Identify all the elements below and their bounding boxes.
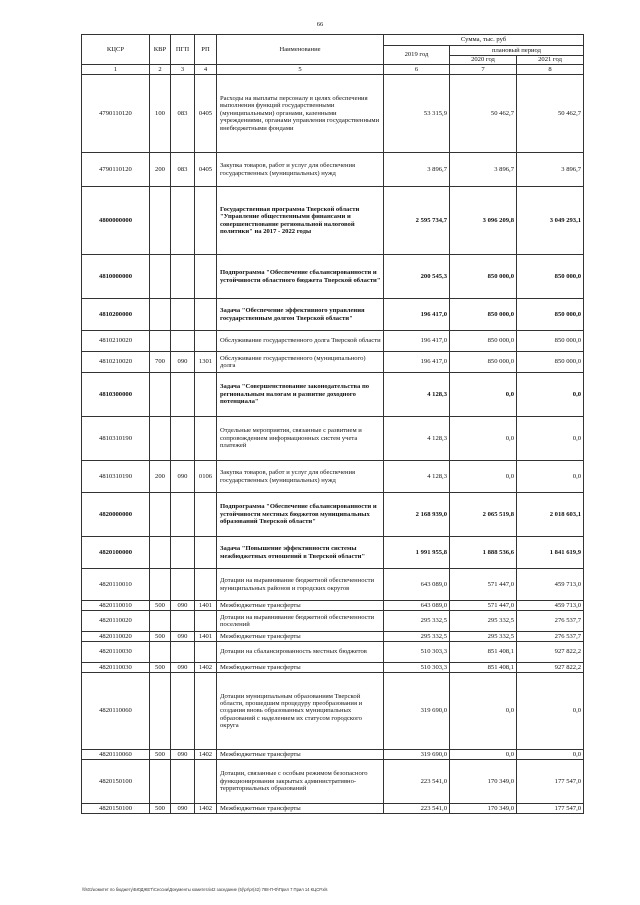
kcsr-cell: 4820110020 xyxy=(82,611,150,632)
name-cell: Межбюджетные трансферты xyxy=(217,750,384,760)
kvr-cell xyxy=(150,187,171,255)
value-2021-cell: 1 841 619,9 xyxy=(517,537,584,569)
kvr-cell xyxy=(150,760,171,804)
kvr-cell: 500 xyxy=(150,601,171,611)
table-row xyxy=(82,352,584,373)
value-2021-cell: 850 000,0 xyxy=(517,299,584,331)
header-kvr: КВР xyxy=(150,35,171,65)
value-2019-cell: 319 690,0 xyxy=(384,673,450,750)
kcsr-cell: 4810000000 xyxy=(82,255,150,299)
kcsr-cell: 4810310190 xyxy=(82,417,150,461)
value-2019-cell: 200 545,3 xyxy=(384,255,450,299)
value-2021-cell: 2 018 603,1 xyxy=(517,493,584,537)
kcsr-cell: 4810200000 xyxy=(82,299,150,331)
value-2021-cell: 3 896,7 xyxy=(517,153,584,187)
rp-cell: 1401 xyxy=(195,601,217,611)
value-2021-cell: 177 547,0 xyxy=(517,804,584,814)
pgp-cell xyxy=(171,299,195,331)
pgp-cell: 090 xyxy=(171,352,195,373)
value-2021-cell: 459 713,0 xyxy=(517,569,584,601)
value-2021-cell: 0,0 xyxy=(517,673,584,750)
value-2021-cell: 276 537,7 xyxy=(517,632,584,642)
value-2019-cell: 4 128,3 xyxy=(384,417,450,461)
rp-cell xyxy=(195,760,217,804)
kvr-cell xyxy=(150,642,171,663)
value-2020-cell: 851 408,1 xyxy=(450,642,517,663)
name-cell: Расходы на выплаты персоналу в целях обеспечения выполнения функций государственными (муниципальными) органами, казенными учреждениями, органами управления государственными внебюджетными фондами xyxy=(217,75,384,153)
table-row xyxy=(82,299,584,331)
column-index: 4 xyxy=(195,65,217,75)
rp-cell: 0106 xyxy=(195,461,217,493)
value-2021-cell: 850 000,0 xyxy=(517,352,584,373)
kvr-cell: 200 xyxy=(150,461,171,493)
value-2020-cell: 3 096 209,8 xyxy=(450,187,517,255)
table-row xyxy=(82,493,584,537)
value-2020-cell: 295 332,5 xyxy=(450,632,517,642)
table-row xyxy=(82,153,584,187)
kcsr-cell: 4800000000 xyxy=(82,187,150,255)
value-2019-cell: 4 128,3 xyxy=(384,373,450,417)
name-cell: Обслуживание государственного долга Тверской области xyxy=(217,331,384,352)
value-2019-cell: 2 595 734,7 xyxy=(384,187,450,255)
value-2020-cell: 571 447,0 xyxy=(450,569,517,601)
table-row xyxy=(82,461,584,493)
pgp-cell: 083 xyxy=(171,75,195,153)
value-2020-cell: 170 349,0 xyxy=(450,804,517,814)
kvr-cell xyxy=(150,611,171,632)
pgp-cell xyxy=(171,673,195,750)
rp-cell xyxy=(195,299,217,331)
kvr-cell: 100 xyxy=(150,75,171,153)
rp-cell xyxy=(195,642,217,663)
name-cell: Межбюджетные трансферты xyxy=(217,804,384,814)
value-2021-cell: 0,0 xyxy=(517,750,584,760)
rp-cell xyxy=(195,569,217,601)
table-row xyxy=(82,417,584,461)
header-plan-period: плановый период xyxy=(450,46,584,56)
value-2019-cell: 196 417,0 xyxy=(384,299,450,331)
table-row xyxy=(82,673,584,750)
table-row xyxy=(82,663,584,673)
name-cell: Закупка товаров, работ и услуг для обеспечения государственных (муниципальных) нужд xyxy=(217,461,384,493)
kvr-cell: 700 xyxy=(150,352,171,373)
table-row xyxy=(82,601,584,611)
value-2020-cell: 850 000,0 xyxy=(450,352,517,373)
header-sum: Сумма, тыс. руб xyxy=(384,35,584,46)
rp-cell: 0405 xyxy=(195,75,217,153)
pgp-cell xyxy=(171,493,195,537)
value-2021-cell: 927 822,2 xyxy=(517,642,584,663)
name-cell: Межбюджетные трансферты xyxy=(217,632,384,642)
value-2020-cell: 295 332,5 xyxy=(450,611,517,632)
value-2020-cell: 0,0 xyxy=(450,373,517,417)
value-2021-cell: 850 000,0 xyxy=(517,255,584,299)
kcsr-cell: 4790110120 xyxy=(82,75,150,153)
table-row xyxy=(82,373,584,417)
rp-cell: 1402 xyxy=(195,750,217,760)
value-2019-cell: 295 332,5 xyxy=(384,632,450,642)
value-2020-cell: 850 000,0 xyxy=(450,255,517,299)
value-2019-cell: 643 089,0 xyxy=(384,601,450,611)
value-2020-cell: 851 408,1 xyxy=(450,663,517,673)
kcsr-cell: 4820150100 xyxy=(82,804,150,814)
value-2021-cell: 0,0 xyxy=(517,461,584,493)
value-2020-cell: 0,0 xyxy=(450,673,517,750)
kvr-cell: 200 xyxy=(150,153,171,187)
kvr-cell xyxy=(150,537,171,569)
kvr-cell xyxy=(150,493,171,537)
value-2021-cell: 0,0 xyxy=(517,373,584,417)
value-2020-cell: 170 349,0 xyxy=(450,760,517,804)
file-path-footer: \\fs01\комитет по бюджету\БЮДЖЕТ\Сессии\Документы комитета\42 заседание (5)\pr\pr(42) 788-П-Ф\Прил 7 Прил 14 КЦСР.xls xyxy=(82,887,328,892)
name-cell: Дотации на выравнивание бюджетной обеспеченности поселений xyxy=(217,611,384,632)
kcsr-cell: 4820150100 xyxy=(82,760,150,804)
value-2019-cell: 196 417,0 xyxy=(384,331,450,352)
header-2019: 2019 год xyxy=(384,46,450,65)
kcsr-cell: 4820100000 xyxy=(82,537,150,569)
kcsr-cell: 4820110020 xyxy=(82,632,150,642)
rp-cell xyxy=(195,255,217,299)
column-index: 3 xyxy=(171,65,195,75)
name-cell: Задача "Обеспечение эффективного управления государственным долгом Тверской области" xyxy=(217,299,384,331)
table-row xyxy=(82,804,584,814)
rp-cell: 1402 xyxy=(195,663,217,673)
rp-cell: 1401 xyxy=(195,632,217,642)
value-2021-cell: 0,0 xyxy=(517,417,584,461)
kvr-cell: 500 xyxy=(150,750,171,760)
pgp-cell xyxy=(171,642,195,663)
kvr-cell xyxy=(150,569,171,601)
kcsr-cell: 4820110010 xyxy=(82,569,150,601)
rp-cell xyxy=(195,331,217,352)
column-index: 6 xyxy=(384,65,450,75)
budget-table xyxy=(81,34,584,814)
value-2021-cell: 50 462,7 xyxy=(517,75,584,153)
value-2019-cell: 223 541,0 xyxy=(384,760,450,804)
value-2021-cell: 850 000,0 xyxy=(517,331,584,352)
name-cell: Дотации муниципальным образованиям Тверской области, прошедшим процедуру преобразования и создания вновь образованных муниципальных образований с наделением их статусом городского округа xyxy=(217,673,384,750)
kcsr-cell: 4810310190 xyxy=(82,461,150,493)
value-2020-cell: 0,0 xyxy=(450,750,517,760)
table-header xyxy=(82,35,584,75)
kcsr-cell: 4820110030 xyxy=(82,642,150,663)
kvr-cell xyxy=(150,331,171,352)
value-2019-cell: 510 303,3 xyxy=(384,663,450,673)
value-2020-cell: 2 065 519,8 xyxy=(450,493,517,537)
pgp-cell xyxy=(171,331,195,352)
table-row xyxy=(82,255,584,299)
table-row xyxy=(82,611,584,632)
table-body xyxy=(82,75,584,814)
pgp-cell xyxy=(171,417,195,461)
value-2019-cell: 196 417,0 xyxy=(384,352,450,373)
name-cell: Обслуживание государственного (муниципального) долга xyxy=(217,352,384,373)
table-row xyxy=(82,569,584,601)
kcsr-cell: 4810210020 xyxy=(82,352,150,373)
name-cell: Подпрограмма "Обеспечение сбалансированности и устойчивости местных бюджетов муниципальных образований Тверской области" xyxy=(217,493,384,537)
value-2019-cell: 1 991 955,8 xyxy=(384,537,450,569)
value-2019-cell: 3 896,7 xyxy=(384,153,450,187)
kcsr-cell: 4790110120 xyxy=(82,153,150,187)
value-2019-cell: 295 332,5 xyxy=(384,611,450,632)
table-row xyxy=(82,632,584,642)
column-index: 5 xyxy=(217,65,384,75)
table-row xyxy=(82,537,584,569)
name-cell: Отдельные мероприятия, связанные с развитием и сопровождением информационных систем учета платежей xyxy=(217,417,384,461)
column-index: 2 xyxy=(150,65,171,75)
column-index-row xyxy=(82,65,584,75)
kcsr-cell: 4810300000 xyxy=(82,373,150,417)
kvr-cell xyxy=(150,673,171,750)
kvr-cell xyxy=(150,299,171,331)
rp-cell xyxy=(195,611,217,632)
pgp-cell xyxy=(171,537,195,569)
name-cell: Задача "Совершенствование законодательства по региональным налогам и развитие доходного потенциала" xyxy=(217,373,384,417)
kcsr-cell: 4810210020 xyxy=(82,331,150,352)
kvr-cell: 500 xyxy=(150,804,171,814)
name-cell: Подпрограмма "Обеспечение сбалансированности и устойчивости областного бюджета Тверской области" xyxy=(217,255,384,299)
pgp-cell xyxy=(171,373,195,417)
value-2020-cell: 50 462,7 xyxy=(450,75,517,153)
kvr-cell xyxy=(150,373,171,417)
column-index: 1 xyxy=(82,65,150,75)
pgp-cell xyxy=(171,187,195,255)
rp-cell xyxy=(195,373,217,417)
rp-cell xyxy=(195,493,217,537)
header-name: Наименование xyxy=(217,35,384,65)
pgp-cell xyxy=(171,255,195,299)
name-cell: Межбюджетные трансферты xyxy=(217,663,384,673)
name-cell: Дотации на сбалансированность местных бюджетов xyxy=(217,642,384,663)
value-2019-cell: 643 089,0 xyxy=(384,569,450,601)
kvr-cell xyxy=(150,255,171,299)
pgp-cell: 090 xyxy=(171,632,195,642)
header-kcsr: КЦСР xyxy=(82,35,150,65)
pgp-cell: 083 xyxy=(171,153,195,187)
value-2020-cell: 850 000,0 xyxy=(450,299,517,331)
page-number: 66 xyxy=(316,21,324,28)
pgp-cell: 090 xyxy=(171,750,195,760)
kcsr-cell: 4820110010 xyxy=(82,601,150,611)
kcsr-cell: 4820110030 xyxy=(82,663,150,673)
name-cell: Межбюджетные трансферты xyxy=(217,601,384,611)
rp-cell xyxy=(195,417,217,461)
name-cell: Дотации, связанные с особым режимом безопасного функционирования закрытых административно-территориальных образований xyxy=(217,760,384,804)
value-2020-cell: 3 896,7 xyxy=(450,153,517,187)
rp-cell xyxy=(195,673,217,750)
rp-cell: 0405 xyxy=(195,153,217,187)
value-2019-cell: 223 541,0 xyxy=(384,804,450,814)
pgp-cell: 090 xyxy=(171,601,195,611)
kcsr-cell: 4820110060 xyxy=(82,750,150,760)
value-2019-cell: 2 168 939,0 xyxy=(384,493,450,537)
value-2019-cell: 53 315,9 xyxy=(384,75,450,153)
header-2021: 2021 год xyxy=(517,56,584,65)
pgp-cell: 090 xyxy=(171,804,195,814)
value-2019-cell: 510 303,3 xyxy=(384,642,450,663)
kcsr-cell: 4820110060 xyxy=(82,673,150,750)
column-index: 7 xyxy=(450,65,517,75)
value-2020-cell: 0,0 xyxy=(450,417,517,461)
table-row xyxy=(82,75,584,153)
table-row xyxy=(82,642,584,663)
name-cell: Дотации на выравнивание бюджетной обеспеченности муниципальных районов и городских округов xyxy=(217,569,384,601)
pgp-cell: 090 xyxy=(171,663,195,673)
value-2021-cell: 3 049 293,1 xyxy=(517,187,584,255)
value-2021-cell: 927 822,2 xyxy=(517,663,584,673)
rp-cell xyxy=(195,537,217,569)
rp-cell: 1402 xyxy=(195,804,217,814)
name-cell: Закупка товаров, работ и услуг для обеспечения государственных (муниципальных) нужд xyxy=(217,153,384,187)
value-2020-cell: 1 888 536,6 xyxy=(450,537,517,569)
value-2019-cell: 4 128,3 xyxy=(384,461,450,493)
pgp-cell xyxy=(171,569,195,601)
kvr-cell: 500 xyxy=(150,663,171,673)
name-cell: Задача "Повышение эффективности системы межбюджетных отношений в Тверской области" xyxy=(217,537,384,569)
header-rp: РП xyxy=(195,35,217,65)
kvr-cell xyxy=(150,417,171,461)
value-2021-cell: 459 713,0 xyxy=(517,601,584,611)
rp-cell xyxy=(195,187,217,255)
table-row xyxy=(82,331,584,352)
column-index: 8 xyxy=(517,65,584,75)
kcsr-cell: 4820000000 xyxy=(82,493,150,537)
kvr-cell: 500 xyxy=(150,632,171,642)
value-2020-cell: 850 000,0 xyxy=(450,331,517,352)
name-cell: Государственная программа Тверской области "Управление общественными финансами и совершенствование региональной налоговой политики" на 2017 - 2022 годы xyxy=(217,187,384,255)
pgp-cell xyxy=(171,611,195,632)
value-2019-cell: 319 690,0 xyxy=(384,750,450,760)
pgp-cell: 090 xyxy=(171,461,195,493)
value-2021-cell: 276 537,7 xyxy=(517,611,584,632)
header-pgp: ПГП xyxy=(171,35,195,65)
table-row xyxy=(82,187,584,255)
value-2020-cell: 0,0 xyxy=(450,461,517,493)
rp-cell: 1301 xyxy=(195,352,217,373)
table-row xyxy=(82,750,584,760)
value-2021-cell: 177 547,0 xyxy=(517,760,584,804)
value-2020-cell: 571 447,0 xyxy=(450,601,517,611)
header-2020: 2020 год xyxy=(450,56,517,65)
table-row xyxy=(82,760,584,804)
pgp-cell xyxy=(171,760,195,804)
